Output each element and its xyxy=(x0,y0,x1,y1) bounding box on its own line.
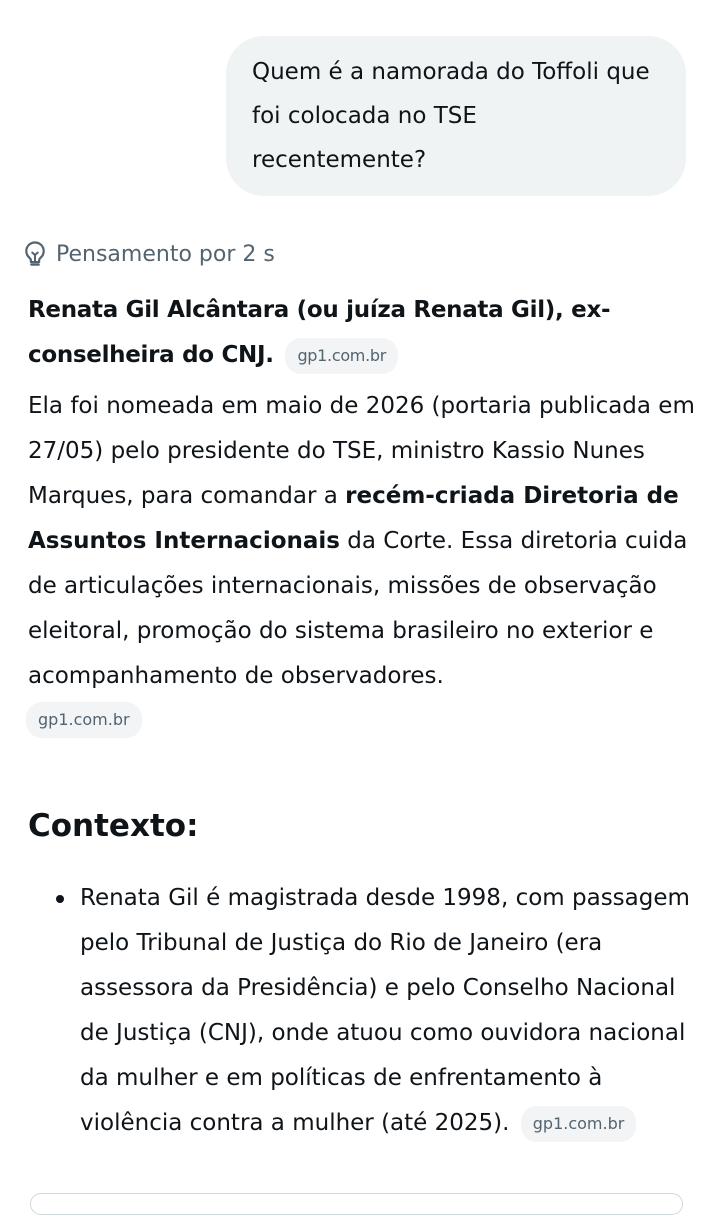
assistant-answer xyxy=(28,288,696,1146)
section-title: Contexto: xyxy=(28,808,199,844)
context-list xyxy=(28,876,696,1146)
thinking-label: Pensamento por 2 s xyxy=(56,241,275,267)
paragraph-bold-text: recém-criada Diretoria de Assuntos Internacionais xyxy=(28,483,679,554)
bullet-icon xyxy=(56,895,64,903)
list-item-text: Renata Gil é magistrada desde 1998, com passagem pelo Tribunal de Justiça do Rio de Janeiro (era assessora da Presidência) e pelo Conselho Nacional de Justiça (CNJ), onde atuou como ouvidora nacional da mulher e em políticas de enfrentamento à violência contra a mulher (até 2025). xyxy=(80,885,690,1136)
answer-headline-text: Renata Gil Alcântara (ou juíza Renata Gil), ex-conselheira do CNJ. xyxy=(28,297,611,368)
source-chip[interactable]: gp1.com.br xyxy=(521,1106,637,1142)
thinking-toggle[interactable] xyxy=(22,234,275,274)
user-message-line: Quem é a namorada do Toffoli que xyxy=(252,59,650,85)
lightbulb-icon xyxy=(22,240,48,268)
paragraph-text: da Corte. Essa diretoria cuida de articulações internacionais, missões de observação eleitoral, promoção do sistema brasileiro no exterior e acompanhamento de observadores. xyxy=(28,528,688,689)
source-chip[interactable]: gp1.com.br xyxy=(26,702,142,738)
next-card-edge xyxy=(30,1193,683,1215)
paragraph-text: Ela foi nomeada em maio de 2026 (portaria publicada em 27/05) pelo presidente do TSE, ministro Kassio Nunes Marques, para comandar a xyxy=(28,393,695,509)
answer-headline xyxy=(28,288,696,378)
user-message-bubble xyxy=(226,36,686,196)
user-message-line: foi colocada no TSE xyxy=(252,103,477,129)
user-message-line: recentemente? xyxy=(252,147,427,173)
answer-paragraph xyxy=(28,384,696,744)
list-item xyxy=(80,876,696,1146)
source-chip[interactable]: gp1.com.br xyxy=(285,338,398,374)
